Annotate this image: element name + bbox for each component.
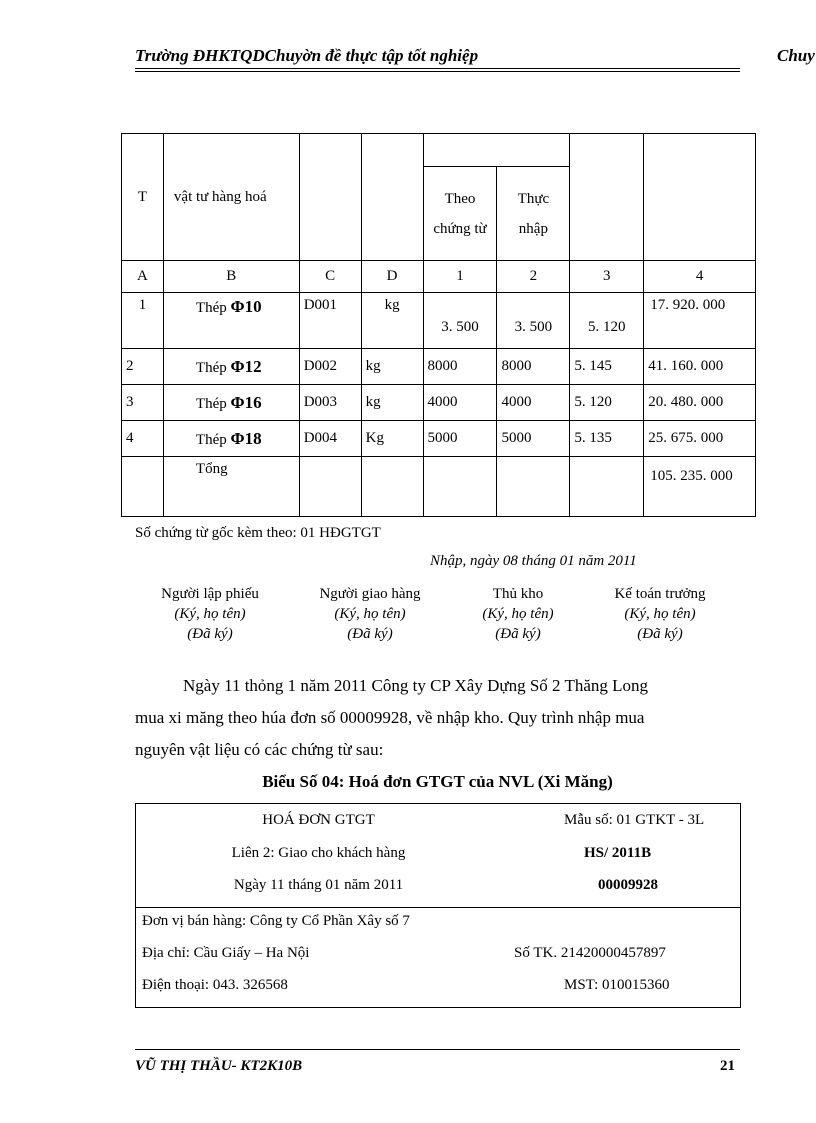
table-row [122,421,756,457]
row-name: Thép Φ16 [163,385,299,421]
header-theo-chung-tu: Theo chứng từ [423,167,497,261]
invoice-box [135,803,741,1008]
signature-status: (Đã ký) [495,626,541,642]
signature-block [290,584,450,644]
signature-block [438,584,598,644]
invoice-form-no: Mẫu số: 01 GTKT - 3L [564,812,705,828]
invoice-account: Số TK. 21420000457897 [514,945,666,961]
total-label: Tổng [163,457,299,517]
header-rule [135,68,740,69]
row-amount: 17. 920. 000 [644,293,756,349]
row-theo-ct: 5000 [423,421,497,457]
header-col-t: T [122,134,164,261]
invoice-seller: Đơn vị bán hàng: Công ty Cổ Phần Xây số 7 [142,913,410,929]
row-stt: 3 [122,385,164,421]
signature-status: (Đã ký) [637,626,683,642]
signature-block [130,584,290,644]
signature-role: Người giao hàng [319,586,421,602]
table-header-top [122,134,756,167]
signature-role: Người lập phiếu [161,586,259,602]
diameter-symbol: Φ12 [230,356,262,376]
page-header-title: Trường ĐHKTQDChuyờn đề thực tập tốt nghiệp [135,46,479,65]
code-cell: C [299,261,361,293]
invoice-caption: Biểu Số 04: Hoá đơn GTGT của NVL (Xi Măng) [262,772,613,791]
row-stt: 1 [122,293,164,349]
body-paragraph [135,670,745,766]
row-amount: 41. 160. 000 [644,349,756,385]
table-code-row [122,261,756,293]
row-price: 5. 145 [570,349,644,385]
table-row [122,349,756,385]
code-cell: 4 [644,261,756,293]
invoice-series: HS/ 2011B [584,845,652,861]
total-amount: 105. 235. 000 [644,457,756,517]
row-code: D003 [299,385,361,421]
row-name: Thép Φ18 [163,421,299,457]
row-code: D002 [299,349,361,385]
invoice-address: Địa chỉ: Cầu Giấy – Ha Nội [142,945,310,961]
row-thuc-nhap: 4000 [497,385,570,421]
signature-status: (Đã ký) [187,626,233,642]
diameter-symbol: Φ16 [230,392,262,412]
paragraph-line: nguyên vật liệu có các chứng từ sau: [135,740,384,759]
row-theo-ct: 4000 [423,385,497,421]
table-total-row [122,457,756,517]
code-cell: B [163,261,299,293]
row-name: Thép Φ10 [163,293,299,349]
invoice-date: Ngày 11 tháng 01 năm 2011 [233,877,404,893]
invoice-divider [136,907,740,908]
invoice-copy: Liên 2: Giao cho khách hàng [231,845,406,861]
attached-docs: Số chứng từ gốc kèm theo: 01 HĐGTGT [135,525,381,541]
row-amount: 20. 480. 000 [644,385,756,421]
row-unit: kg [361,385,423,421]
row-thuc-nhap: 5000 [497,421,570,457]
row-code: D004 [299,421,361,457]
header-rule-2 [135,71,740,72]
code-cell: 1 [423,261,497,293]
code-cell: A [122,261,164,293]
row-price: 5. 135 [570,421,644,457]
row-price: 5. 120 [570,293,644,349]
row-unit: Kg [361,421,423,457]
row-thuc-nhap: 8000 [497,349,570,385]
signature-note: (Ký, họ tên) [482,606,554,622]
receipt-table [121,133,756,517]
code-cell: D [361,261,423,293]
diameter-symbol: Φ18 [230,428,262,448]
signature-note: (Ký, họ tên) [334,606,406,622]
code-cell: 3 [570,261,644,293]
invoice-title: HOÁ ĐƠN GTGT [262,812,375,828]
code-cell: 2 [497,261,570,293]
invoice-tax-code: MST: 010015360 [564,977,670,993]
diameter-symbol: Φ10 [230,297,262,316]
row-amount: 25. 675. 000 [644,421,756,457]
paragraph-line: mua xi măng theo húa đơn số 00009928, về nhập kho. Quy trình nhập mua [135,708,645,727]
row-stt: 4 [122,421,164,457]
signature-role: Kế toán trưởng [614,586,706,602]
header-thuc-nhap: Thực nhập [497,167,570,261]
footer-author: VŨ THỊ THẦU- KT2K10B [135,1058,303,1074]
signature-note: (Ký, họ tên) [174,606,246,622]
footer-page-number: 21 [720,1058,735,1074]
header-col-goods: vật tư hàng hoá [163,134,299,261]
signature-role: Thủ kho [492,586,544,602]
row-unit: kg [361,349,423,385]
paragraph-line: Ngày 11 thỏng 1 năm 2011 Công ty CP Xây Dựng Số 2 Thăng Long [183,676,649,695]
row-price: 5. 120 [570,385,644,421]
signature-note: (Ký, họ tên) [624,606,696,622]
row-unit: kg [361,293,423,349]
invoice-number: 00009928 [598,877,658,893]
table-row [122,293,756,349]
page-header-right: Chuy [777,46,815,65]
invoice-phone: Điện thoại: 043. 326568 [142,977,288,993]
table-row [122,385,756,421]
row-name: Thép Φ12 [163,349,299,385]
row-theo-ct: 3. 500 [423,293,497,349]
footer-rule [135,1049,740,1050]
date-line: Nhập, ngày 08 tháng 01 năm 2011 [430,553,637,569]
row-stt: 2 [122,349,164,385]
row-code: D001 [299,293,361,349]
signature-status: (Đã ký) [347,626,393,642]
row-thuc-nhap: 3. 500 [497,293,570,349]
signature-block [580,584,740,644]
row-theo-ct: 8000 [423,349,497,385]
